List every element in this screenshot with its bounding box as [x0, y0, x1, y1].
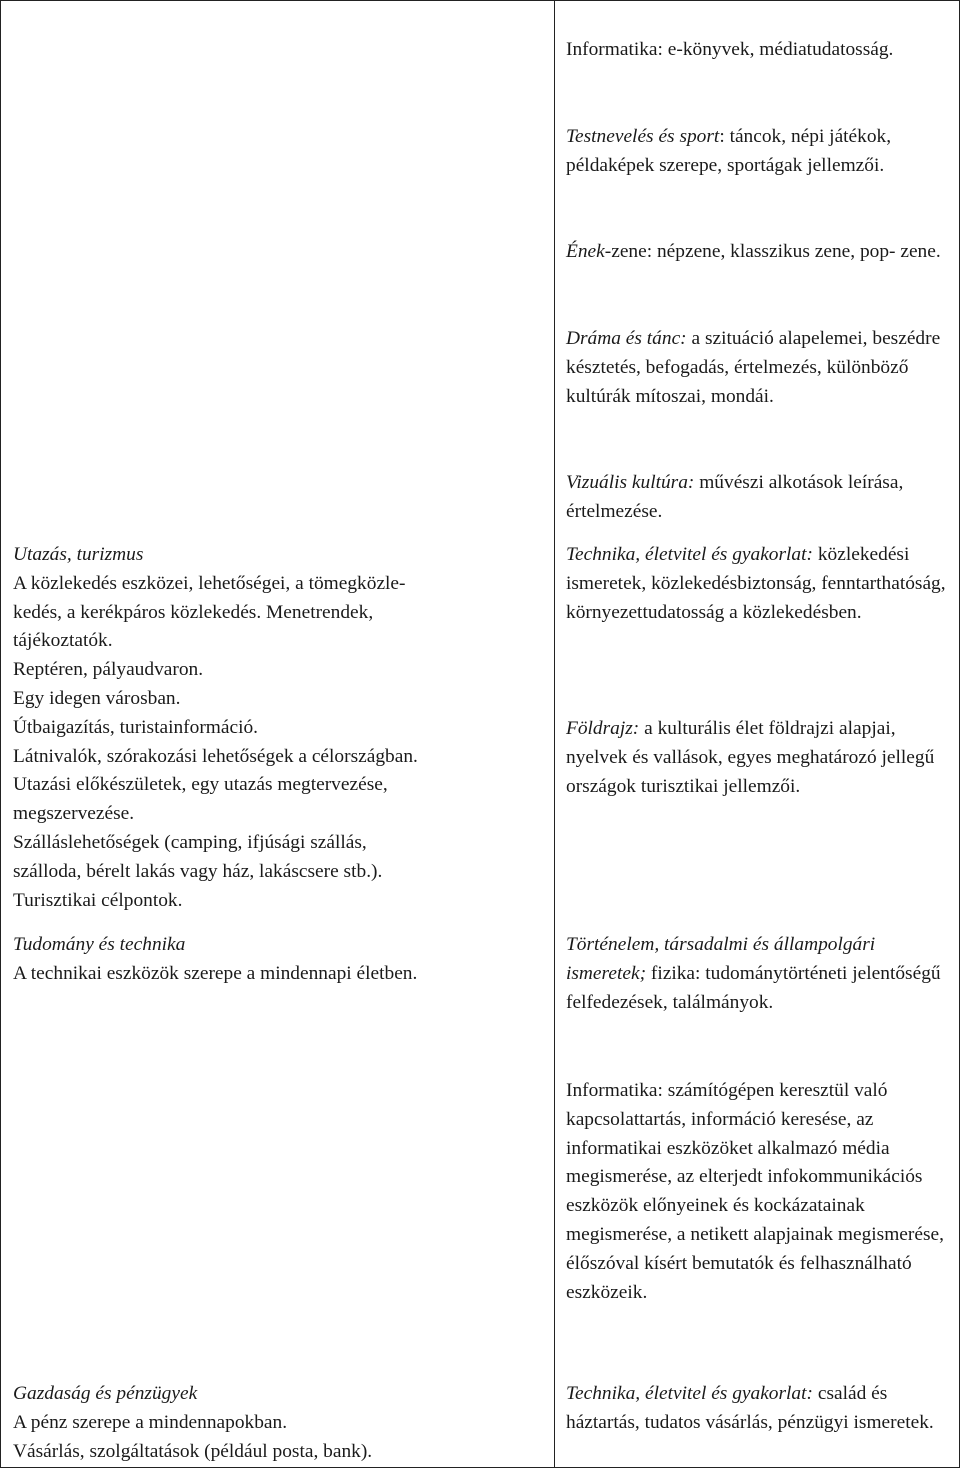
section-line: megszervezése. — [13, 803, 135, 825]
section-line: Reptéren, pályaudvaron. — [13, 659, 204, 681]
testneveles-block — [566, 123, 950, 181]
tortenelem-block — [566, 931, 950, 1017]
subject-label: Informatika: — [566, 39, 663, 60]
subject-label: Informatika: — [566, 1080, 663, 1101]
informatika-ebooks — [566, 36, 950, 65]
drama-block — [566, 325, 950, 411]
subject-text: -zene: népzene, klasszikus zene, pop- zene. — [604, 241, 941, 262]
subject-text: fizika: tudománytörténeti jelentőségű felfedezések, találmányok. — [566, 962, 941, 1013]
section-line: kedés, a kerékpáros közlekedés. Menetrendek, — [13, 601, 374, 623]
subject-label: Testnevelés és sport — [566, 126, 720, 147]
section-line: Egy idegen városban. — [13, 687, 181, 709]
tudomany-section — [13, 931, 549, 989]
subject-label: Dráma és tánc: — [566, 328, 687, 349]
subject-text: művészi alkotások leírása, értelmezése. — [566, 472, 904, 522]
subject-text: a kulturális élet földrajzi alapjai, nyelvek és vallások, egyes meghatározó jellegű országok turisztikai jellemzői. — [566, 718, 935, 797]
subject-label: Technika, életvitel és gyakorlat: — [566, 544, 813, 565]
section-line: Látnivalók, szórakozási lehetőségek a célországban. — [13, 745, 418, 767]
informatika-kommunikacio-block — [566, 1077, 950, 1307]
vizualis-block — [566, 469, 950, 527]
subject-text: számítógépen keresztül való kapcsolattartás, információ keresése, az informatikai eszközöket alkalmazó média megismerése, az elterjedt infokommunikációs eszközök előnyeinek és kockázatainak megismerése, a netikett alapjainak megismerése, élőszóval kísért bemutatók és felhasználható eszközeik. — [566, 1080, 944, 1303]
column-divider — [554, 0, 555, 1468]
gazdasag-section — [13, 1380, 549, 1466]
subject-label: Ének — [566, 241, 605, 262]
utazas-section — [13, 541, 549, 915]
section-line: A technikai eszközök szerepe a mindennapi életben. — [13, 962, 418, 984]
subject-text: e-könyvek, médiatudatosság. — [662, 39, 894, 60]
section-heading: Tudomány és technika — [13, 934, 186, 955]
subject-text: : táncok, népi játékok, példaképek szerepe, sportágak jellemzői. — [566, 126, 892, 176]
section-line: A közlekedés eszközei, lehetőségei, a tömegközle- — [13, 572, 406, 594]
section-line: Vásárlás, szolgáltatások (például posta, bank). — [13, 1440, 373, 1462]
subject-label: Vizuális kultúra: — [566, 472, 695, 493]
section-line: Szálláslehetőségek (camping, ifjúsági szállás, — [13, 831, 367, 853]
section-heading: Utazás, turizmus — [13, 544, 144, 565]
subject-label: Történelem, társadalmi és állampolgári ismeretek; — [566, 934, 876, 984]
section-line: tájékoztatók. — [13, 630, 113, 652]
subject-text: a szituáció alapelemei, beszédre késztetés, befogadás, értelmezés, különböző kultúrák mítoszai, mondái. — [566, 328, 941, 407]
section-line: A pénz szerepe a mindennapokban. — [13, 1411, 288, 1433]
section-heading: Gazdaság és pénzügyek — [13, 1383, 198, 1404]
foldrajz-block — [566, 715, 950, 801]
enek-block — [566, 238, 950, 267]
section-line: Utazási előkészületek, egy utazás megtervezése, — [13, 774, 388, 796]
subject-text: család és háztartás, tudatos vásárlás, pénzügyi ismeretek. — [566, 1383, 934, 1433]
technika-kozlekedes-block — [566, 541, 950, 627]
subject-label: Technika, életvitel és gyakorlat: — [566, 1383, 813, 1404]
section-line: Útbaigazítás, turistainformáció. — [13, 716, 258, 738]
section-line: szálloda, bérelt lakás vagy ház, lakáscsere stb.). — [13, 860, 383, 882]
subject-text: közlekedési ismeretek, közlekedésbiztonság, fenntarthatóság, környezettudatosság a közlekedésben. — [566, 544, 946, 623]
technika-penzugy-block — [566, 1380, 950, 1438]
section-line: Turisztikai célpontok. — [13, 889, 183, 911]
subject-label: Földrajz: — [566, 718, 640, 739]
